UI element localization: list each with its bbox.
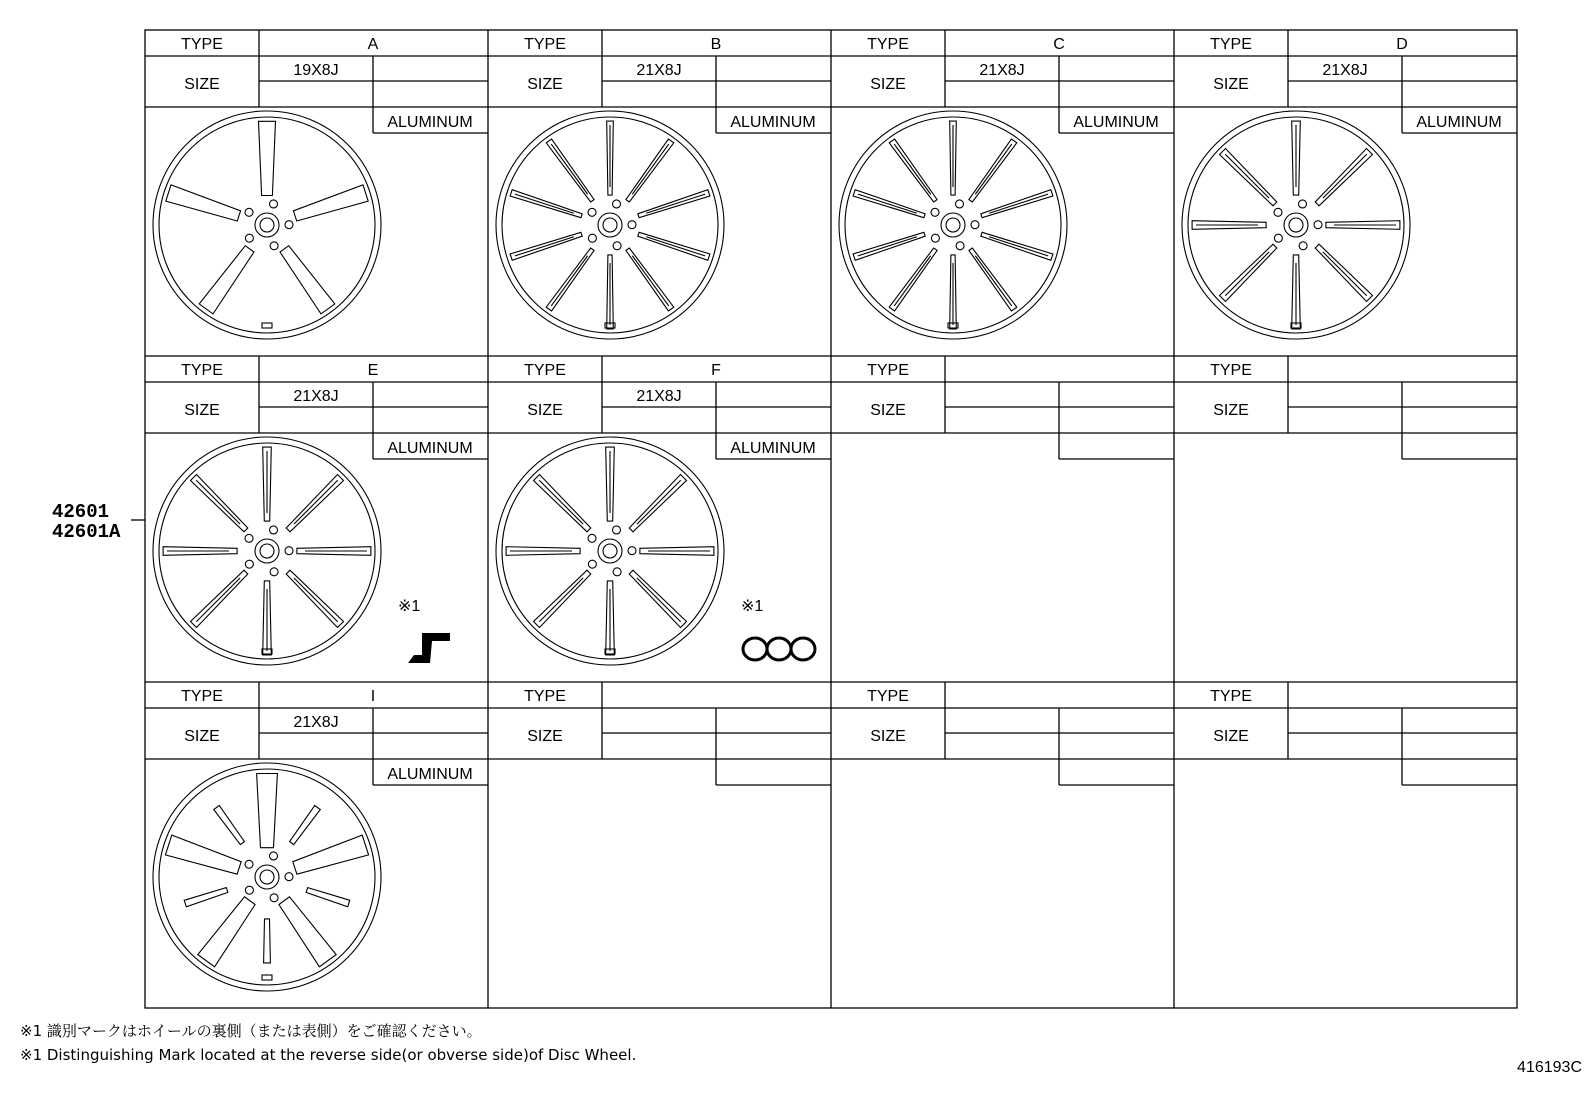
wheel-cell <box>488 30 831 339</box>
multi-spoke-wheel-drawing <box>496 111 724 339</box>
multi-spoke-wheel-drawing <box>839 111 1067 339</box>
size-label: SIZE <box>184 76 220 93</box>
type-value: E <box>367 362 379 379</box>
wheel-cell <box>488 356 831 665</box>
diagram-id: 416193C <box>1517 1059 1582 1076</box>
wheel-cell <box>145 30 488 339</box>
five-spoke-wheel-drawing <box>153 111 381 339</box>
type-label: TYPE <box>181 362 223 379</box>
type-value: A <box>367 36 379 53</box>
wheel-cell <box>488 682 831 785</box>
material-value: ALUMINUM <box>730 440 816 457</box>
size-label: SIZE <box>527 76 563 93</box>
size-value: 19X8J <box>293 62 339 79</box>
size-label: SIZE <box>527 402 563 419</box>
footnote-english: ※1 Distinguishing Mark located at the reverse side(or obverse side)of Disc Wheel. <box>20 1046 637 1064</box>
type-label: TYPE <box>181 688 223 705</box>
size-value: 21X8J <box>636 388 682 405</box>
type-label: TYPE <box>524 36 566 53</box>
material-value: ALUMINUM <box>1416 114 1502 131</box>
split-spoke-wheel-drawing <box>1182 111 1410 339</box>
wheel-cell <box>831 356 1174 459</box>
size-value: 21X8J <box>979 62 1025 79</box>
parts-table <box>145 30 1517 1008</box>
size-label: SIZE <box>184 728 220 745</box>
wheel-cell <box>831 30 1174 339</box>
size-label: SIZE <box>1213 76 1249 93</box>
distinguishing-mark-note: ※1 <box>398 598 421 615</box>
split-spoke-wheel-drawing <box>153 437 381 665</box>
material-value: ALUMINUM <box>1073 114 1159 131</box>
size-label: SIZE <box>527 728 563 745</box>
type-value: C <box>1053 36 1065 53</box>
type-value: D <box>1396 36 1408 53</box>
material-value: ALUMINUM <box>387 766 473 783</box>
size-label: SIZE <box>870 728 906 745</box>
type-label: TYPE <box>867 36 909 53</box>
wheel-cell <box>145 682 488 991</box>
type-value: B <box>710 36 722 53</box>
type-value: I <box>370 688 376 705</box>
size-label: SIZE <box>1213 402 1249 419</box>
footnote-japanese: ※1 識別マークはホイールの裏側（または表側）をご確認ください。 <box>20 1022 482 1040</box>
type-label: TYPE <box>1210 36 1252 53</box>
wheel-cell <box>1174 30 1517 339</box>
size-label: SIZE <box>870 402 906 419</box>
part-number-42601a: 42601A <box>52 521 121 543</box>
size-value: 21X8J <box>293 388 339 405</box>
type-label: TYPE <box>867 688 909 705</box>
type-label: TYPE <box>1210 688 1252 705</box>
type-label: TYPE <box>181 36 223 53</box>
l-shape-mark-icon <box>408 633 450 663</box>
type-value: F <box>711 362 721 379</box>
size-value: 21X8J <box>1322 62 1368 79</box>
part-number-42601: 42601 <box>52 501 110 523</box>
type-label: TYPE <box>524 688 566 705</box>
type-label: TYPE <box>524 362 566 379</box>
wheel-cell <box>831 682 1174 785</box>
type-label: TYPE <box>867 362 909 379</box>
split-spoke-wheel-drawing <box>496 437 724 665</box>
material-value: ALUMINUM <box>387 114 473 131</box>
size-value: 21X8J <box>636 62 682 79</box>
type-label: TYPE <box>1210 362 1252 379</box>
distinguishing-mark-note: ※1 <box>741 598 764 615</box>
triple-ring-mark-icon <box>743 638 815 660</box>
size-value: 21X8J <box>293 714 339 731</box>
size-label: SIZE <box>184 402 220 419</box>
material-value: ALUMINUM <box>387 440 473 457</box>
wheel-cell <box>1174 682 1517 785</box>
five-spoke-slotted-wheel-drawing <box>153 763 381 991</box>
wheel-cell <box>1174 356 1517 459</box>
material-value: ALUMINUM <box>730 114 816 131</box>
size-label: SIZE <box>870 76 906 93</box>
wheel-cell <box>145 356 488 665</box>
size-label: SIZE <box>1213 728 1249 745</box>
